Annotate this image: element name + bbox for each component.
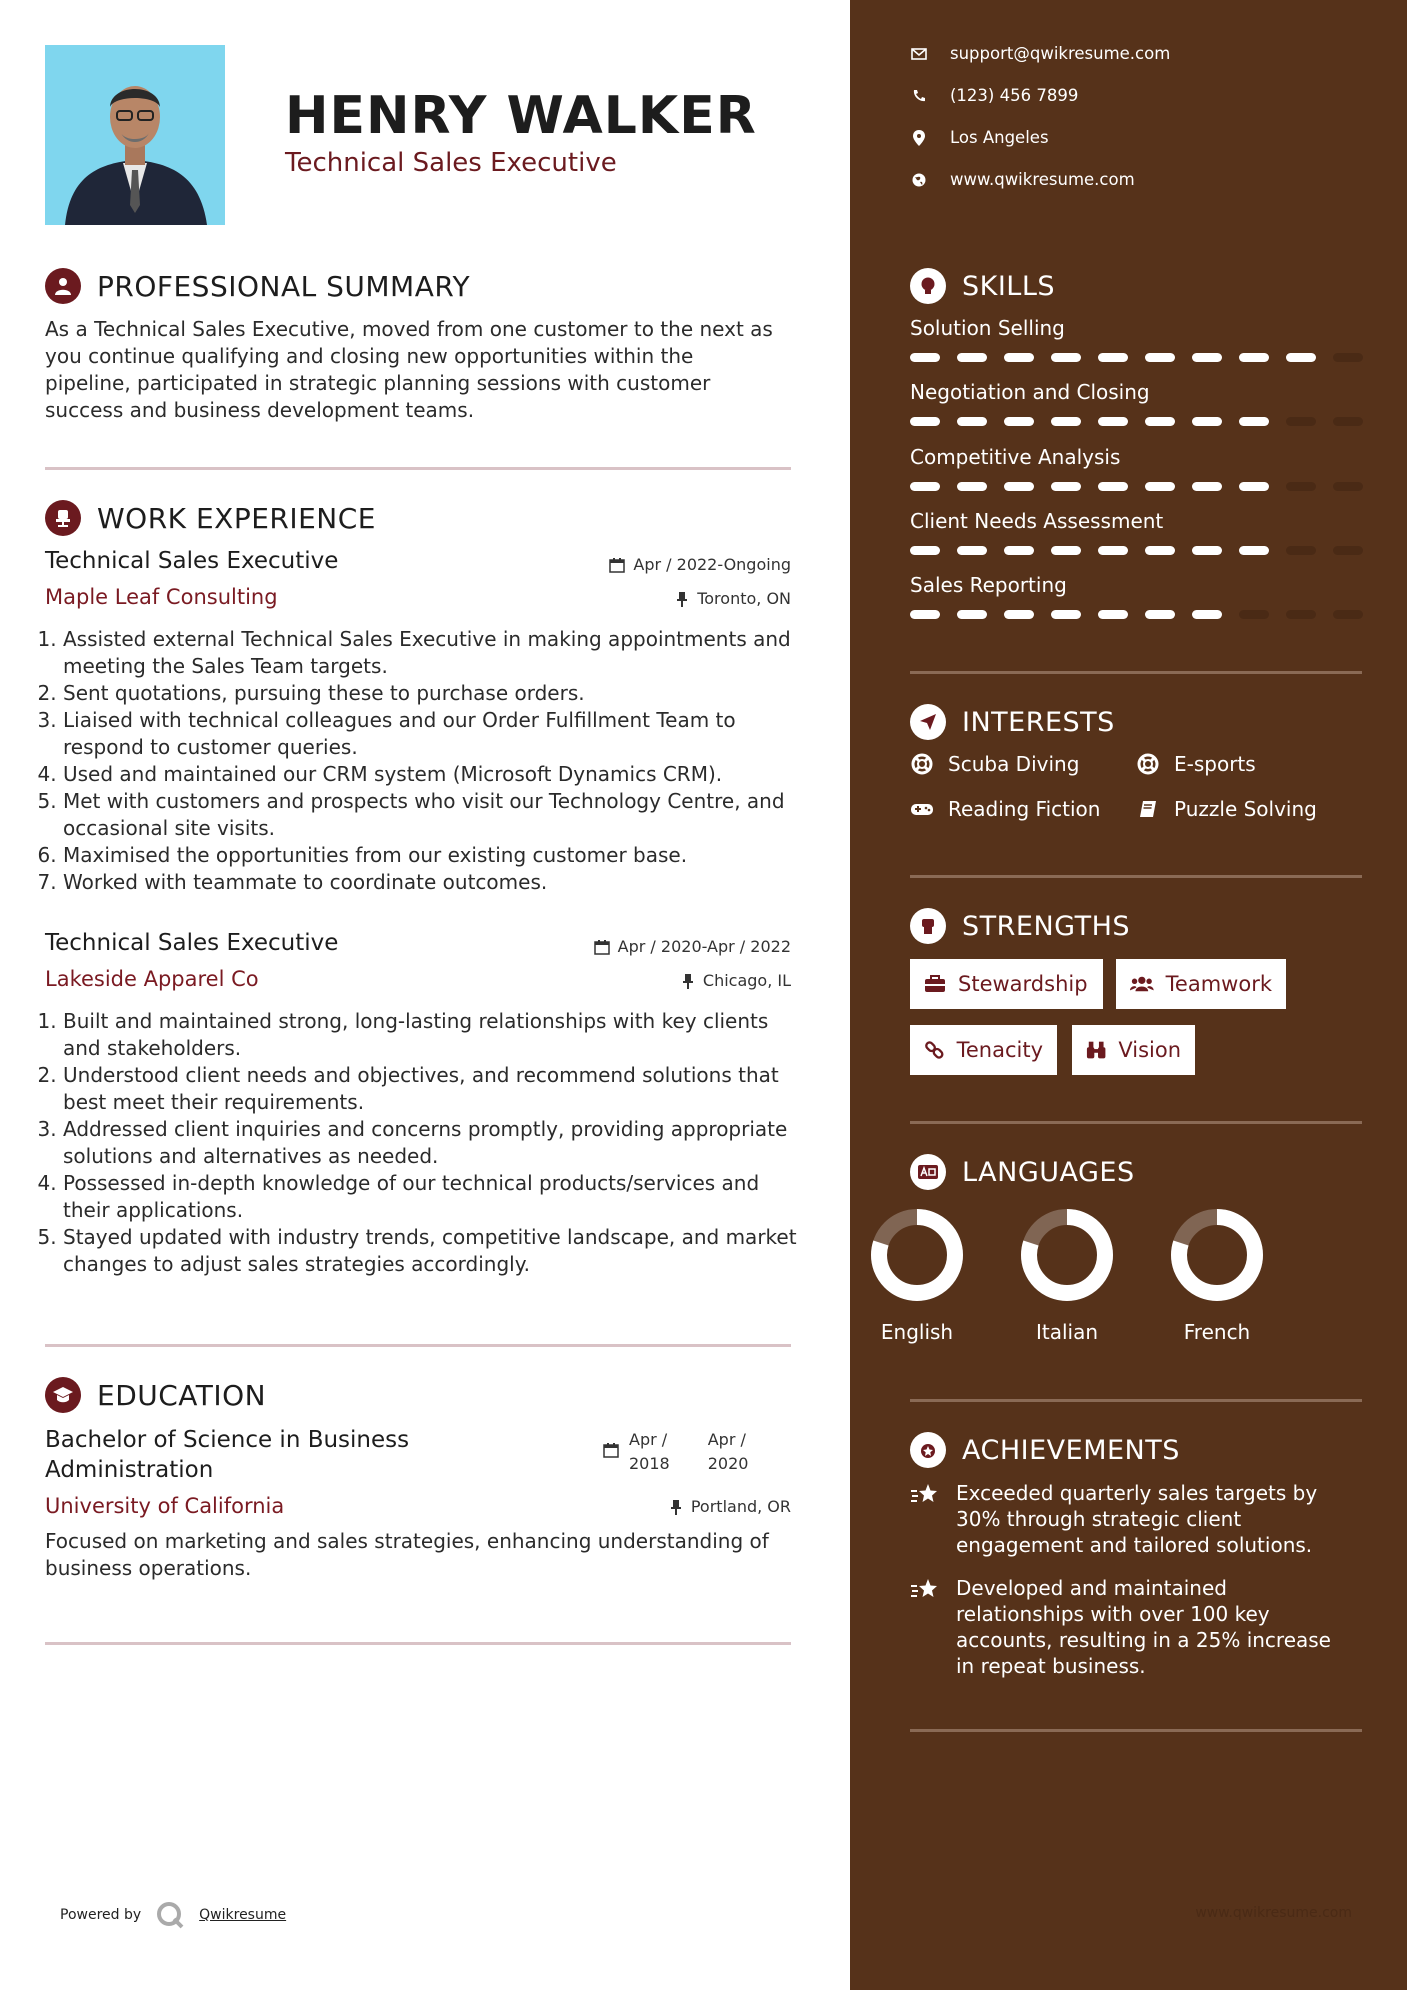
contact-email: [910, 44, 1170, 63]
language-item: [1147, 1208, 1287, 1344]
interests-header: [910, 704, 1115, 740]
languages-heading: LANGUAGES: [962, 1156, 1135, 1188]
language-ring: [1170, 1208, 1264, 1302]
pin-icon: [681, 973, 695, 989]
website-text[interactable]: www.qwikresume.com: [950, 170, 1135, 189]
watermark-url: www.qwikresume.com: [1195, 1905, 1352, 1921]
skill-dash-filled: [1145, 546, 1175, 555]
end-year: 2020: [707, 1454, 749, 1473]
skill-dash-filled: [1004, 546, 1034, 555]
summary-text: As a Technical Sales Executive, moved from one customer to the next as you continue qualifying and closing new opportunities within the pipeline, participated in strategic planning sessions with customer success and business development teams.: [45, 317, 773, 422]
skill-dash-filled: [910, 610, 940, 619]
skill-dash-empty: [1239, 610, 1269, 619]
interest-item: [1136, 797, 1317, 821]
skill-dash-filled: [1051, 353, 1081, 362]
book-icon: [1138, 799, 1158, 819]
users-icon: [1130, 975, 1154, 993]
skill-dash-empty: [1286, 482, 1316, 491]
skill-dash-empty: [1286, 546, 1316, 555]
skill-dash-empty: [1286, 610, 1316, 619]
skill-dash-empty: [1333, 353, 1363, 362]
calendar-icon: [603, 1442, 619, 1458]
skill-dash-filled: [1004, 610, 1034, 619]
language-item: [847, 1208, 987, 1344]
education-heading: EDUCATION: [97, 1378, 267, 1412]
user-icon: [45, 268, 81, 304]
start-month: Apr /: [629, 1430, 668, 1449]
skill-dash-filled: [1192, 546, 1222, 555]
skill-dash-filled: [1051, 546, 1081, 555]
duty-item: 3. Liaised with technical colleagues and our Order Fulfillment Team to respond to customer queries.: [63, 707, 803, 761]
achievement-item: [910, 1480, 1350, 1558]
education-dates: [603, 1428, 748, 1476]
skill-dash-filled: [1098, 610, 1128, 619]
fist-icon: [910, 908, 946, 944]
job-dates: [609, 555, 791, 574]
language-item: [997, 1208, 1137, 1344]
star-burst-icon: [910, 1482, 940, 1508]
strength-badge: [910, 1025, 1057, 1075]
education-end: [708, 1428, 749, 1476]
language-ring: [870, 1208, 964, 1302]
phone-text: (123) 456 7899: [950, 86, 1079, 105]
email-text[interactable]: support@qwikresume.com: [950, 44, 1171, 63]
section-divider: [45, 1642, 791, 1645]
education-description: Focused on marketing and sales strategies, enhancing understanding of business operations.: [45, 1529, 769, 1580]
skill-dash-filled: [1192, 482, 1222, 491]
contact-phone: [910, 86, 1078, 105]
skill-dash-filled: [1004, 482, 1034, 491]
degree-line-1: Bachelor of Science in Business: [45, 1427, 410, 1453]
location-pin-icon: [913, 130, 925, 146]
interest-label: Scuba Diving: [948, 752, 1080, 776]
contact-website: [910, 170, 1135, 189]
powered-by: [60, 1900, 286, 1930]
contact-location: [910, 128, 1049, 147]
strengths-heading: STRENGTHS: [962, 910, 1131, 942]
link-icon: [924, 1039, 945, 1061]
degree-title: [45, 1425, 409, 1485]
job-location-text: Toronto, ON: [697, 589, 791, 608]
sidebar-divider: [910, 671, 1362, 674]
education-header: [45, 1377, 266, 1413]
skill-dash-filled: [1192, 610, 1222, 619]
interest-item: [910, 752, 1079, 776]
skill-dash-filled: [1051, 482, 1081, 491]
skill-dash-empty: [1286, 417, 1316, 426]
duty-item: 7. Worked with teammate to coordinate outcomes.: [63, 869, 803, 896]
briefcase-icon: [924, 975, 946, 993]
location-text: Los Angeles: [950, 128, 1049, 147]
section-divider: [45, 467, 791, 470]
job-duties-list: [45, 626, 803, 896]
education-location: [669, 1497, 791, 1516]
skill-level-bar: [910, 417, 1380, 426]
duty-item: 3. Addressed client inquiries and concerns promptly, providing appropriate solutions and alternatives as needed.: [63, 1116, 803, 1170]
skill-dash-filled: [910, 546, 940, 555]
skill-dash-filled: [1098, 417, 1128, 426]
candidate-title: Technical Sales Executive: [285, 148, 617, 178]
pin-icon: [669, 1499, 683, 1515]
job-duties-list: [45, 1008, 803, 1278]
sidebar-divider: [910, 1121, 1362, 1124]
end-month: Apr /: [707, 1430, 746, 1449]
profile-photo: [45, 45, 225, 225]
gamepad-icon: [910, 801, 934, 817]
language-ring: [1020, 1208, 1114, 1302]
interest-label: Puzzle Solving: [1174, 797, 1317, 821]
sidebar-divider: [910, 1399, 1362, 1402]
job-location-text: Chicago, IL: [702, 971, 791, 990]
language-name: Italian: [1035, 1320, 1099, 1344]
skill-dash-filled: [1239, 482, 1269, 491]
skill-dash-filled: [1145, 353, 1175, 362]
interest-label: Reading Fiction: [948, 797, 1101, 821]
strength-label: Tenacity: [956, 1038, 1043, 1062]
job-dates-text: Apr / 2022-Ongoing: [633, 555, 791, 574]
duty-item: 5. Stayed updated with industry trends, competitive landscape, and market changes to adjust sales strategies accordingly.: [63, 1224, 803, 1278]
school-name: University of California: [45, 1494, 285, 1518]
skill-dash-empty: [1333, 610, 1363, 619]
strength-label: Teamwork: [1165, 972, 1272, 996]
skill-level-bar: [910, 353, 1380, 362]
skill-dash-filled: [957, 417, 987, 426]
strength-badge: [1116, 959, 1286, 1009]
envelope-icon: [911, 48, 927, 60]
sidebar: [850, 0, 1407, 1990]
job-dates-text: Apr / 2020-Apr / 2022: [617, 937, 791, 956]
chair-icon: [45, 500, 81, 536]
skill-dash-filled: [1145, 482, 1175, 491]
strength-label: Vision: [1118, 1038, 1181, 1062]
calendar-icon: [594, 939, 610, 955]
star-burst-icon: [910, 1577, 940, 1603]
duty-item: 5. Met with customers and prospects who visit our Technology Centre, and occasional site visits.: [63, 788, 803, 842]
skill-dash-empty: [1333, 546, 1363, 555]
summary-heading: PROFESSIONAL SUMMARY: [97, 269, 471, 303]
skill-name: Client Needs Assessment: [910, 509, 1164, 533]
skills-heading: SKILLS: [962, 270, 1056, 302]
skill-dash-filled: [957, 610, 987, 619]
job-dates: [594, 937, 791, 956]
duty-item: 6. Maximised the opportunities from our existing customer base.: [63, 842, 803, 869]
medal-icon: [910, 1432, 946, 1468]
skill-dash-filled: [1286, 353, 1316, 362]
skill-level-bar: [910, 546, 1380, 555]
skill-dash-empty: [1333, 417, 1363, 426]
calendar-icon: [609, 557, 625, 573]
skill-name: Solution Selling: [910, 316, 1065, 340]
skill-dash-empty: [1333, 482, 1363, 491]
language-name: English: [880, 1320, 954, 1344]
skill-dash-filled: [1051, 610, 1081, 619]
lightbulb-icon: [910, 268, 946, 304]
achievement-item: [910, 1575, 1350, 1679]
globe-icon: [912, 173, 926, 187]
skill-dash-filled: [1098, 353, 1128, 362]
powered-by-label: Powered by: [60, 1907, 142, 1923]
job-company: Lakeside Apparel Co: [45, 967, 259, 991]
skill-name: Sales Reporting: [910, 573, 1067, 597]
skill-dash-filled: [1145, 417, 1175, 426]
interest-item: [1136, 752, 1256, 776]
pin-icon: [675, 591, 689, 607]
job-title: Technical Sales Executive: [45, 548, 339, 574]
strength-badge: [1072, 1025, 1195, 1075]
life-ring-icon: [911, 753, 933, 775]
strength-label: Stewardship: [958, 972, 1088, 996]
skills-header: [910, 268, 1055, 304]
achievement-text: Developed and maintained relationships with over 100 key accounts, resulting in a 25% increase in repeat business.: [956, 1576, 1331, 1678]
education-location-text: Portland, OR: [690, 1497, 791, 1516]
skill-dash-filled: [910, 482, 940, 491]
life-ring-icon: [1137, 753, 1159, 775]
phone-icon: [912, 89, 926, 103]
job-location: [675, 589, 791, 608]
candidate-name: HENRY WALKER: [285, 86, 757, 146]
skill-dash-filled: [1145, 610, 1175, 619]
job-location: [681, 971, 791, 990]
sidebar-divider: [910, 1729, 1362, 1732]
skill-name: Competitive Analysis: [910, 445, 1121, 469]
achievements-heading: ACHIEVEMENTS: [962, 1434, 1180, 1466]
interests-heading: INTERESTS: [962, 706, 1115, 738]
strengths-header: [910, 908, 1130, 944]
achievement-text: Exceeded quarterly sales targets by 30% through strategic client engagement and tailored solutions.: [956, 1481, 1318, 1557]
skill-dash-filled: [1192, 353, 1222, 362]
language-icon: [910, 1154, 946, 1190]
start-year: 2018: [629, 1454, 670, 1473]
skill-dash-filled: [1098, 546, 1128, 555]
skill-dash-filled: [910, 417, 940, 426]
skill-level-bar: [910, 610, 1380, 619]
sidebar-divider: [910, 875, 1362, 878]
duty-item: 2. Understood client needs and objectives, and recommend solutions that best meet their requirements.: [63, 1062, 803, 1116]
skill-dash-filled: [957, 353, 987, 362]
experience-header: [45, 500, 376, 536]
achievements-header: [910, 1432, 1180, 1468]
job-title: Technical Sales Executive: [45, 930, 339, 956]
duty-item: 2. Sent quotations, pursuing these to purchase orders.: [63, 680, 803, 707]
skill-name: Negotiation and Closing: [910, 380, 1150, 404]
degree-line-2: Administration: [45, 1457, 214, 1483]
skill-dash-filled: [957, 546, 987, 555]
languages-header: [910, 1154, 1135, 1190]
duty-item: 4. Possessed in-depth knowledge of our technical products/services and their applications.: [63, 1170, 803, 1224]
skill-dash-filled: [1098, 482, 1128, 491]
job-company: Maple Leaf Consulting: [45, 585, 278, 609]
interest-label: E-sports: [1174, 752, 1256, 776]
skill-dash-filled: [1004, 417, 1034, 426]
summary-header: [45, 268, 470, 304]
skill-dash-filled: [957, 482, 987, 491]
language-name: French: [1183, 1320, 1251, 1344]
skill-dash-filled: [910, 353, 940, 362]
skill-dash-filled: [1239, 353, 1269, 362]
skill-dash-filled: [1239, 417, 1269, 426]
qwikresume-link[interactable]: Qwikresume: [199, 1907, 287, 1923]
skill-level-bar: [910, 482, 1380, 491]
interest-item: [910, 797, 1100, 821]
duty-item: 1. Assisted external Technical Sales Executive in making appointments and meeting the Sales Team targets.: [63, 626, 803, 680]
skill-dash-filled: [1192, 417, 1222, 426]
graduation-icon: [45, 1377, 81, 1413]
qwikresume-logo-icon: [155, 1900, 185, 1930]
duty-item: 4. Used and maintained our CRM system (Microsoft Dynamics CRM).: [63, 761, 803, 788]
experience-heading: WORK EXPERIENCE: [97, 501, 376, 535]
skill-dash-filled: [1004, 353, 1034, 362]
duty-item: 1. Built and maintained strong, long-lasting relationships with key clients and stakeholders.: [63, 1008, 803, 1062]
binoculars-icon: [1086, 1040, 1106, 1060]
skill-dash-filled: [1239, 546, 1269, 555]
section-divider: [45, 1344, 791, 1347]
paper-plane-icon: [910, 704, 946, 740]
skill-dash-filled: [1051, 417, 1081, 426]
education-start: [629, 1428, 670, 1476]
strength-badge: [910, 959, 1103, 1009]
